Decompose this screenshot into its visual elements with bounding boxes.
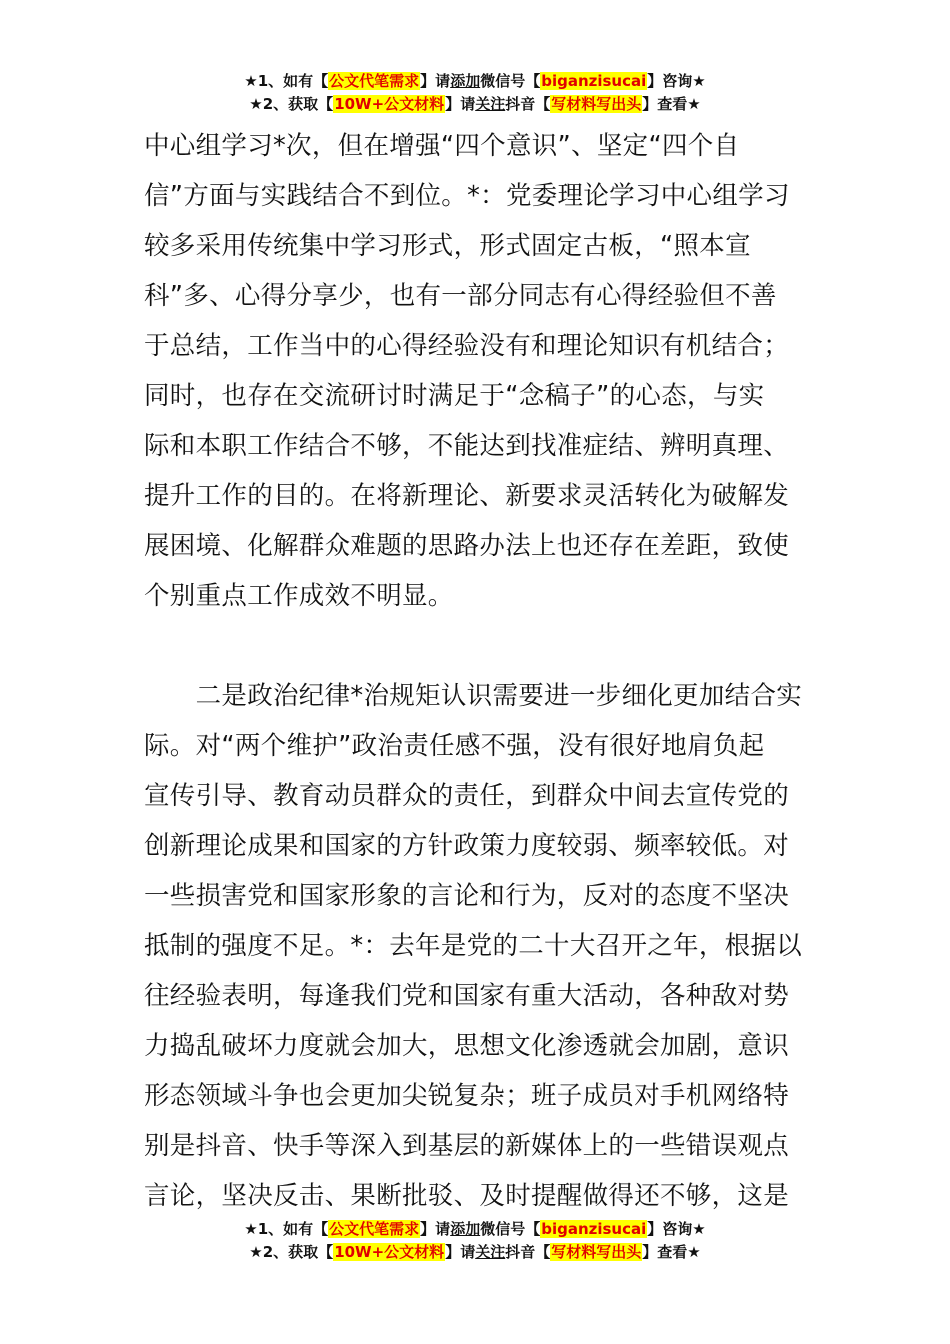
wechat-id: biganzisucai bbox=[541, 1220, 647, 1238]
text-line: 一些损害党和国家形象的言论和行为，反对的态度不坚决 bbox=[144, 881, 790, 911]
text-line: 往经验表明，每逢我们党和国家有重大活动，各种敌对势 bbox=[144, 981, 790, 1011]
highlight-text: 公文代笔需求 bbox=[329, 72, 420, 90]
text-line: 展困境、化解群众难题的思路办法上也还存在差距，致使 bbox=[144, 531, 790, 561]
wechat-id: biganzisucai bbox=[541, 72, 647, 90]
text-line: 形态领域斗争也会更加尖锐复杂；班子成员对手机网络特 bbox=[144, 1081, 790, 1111]
text-line: 同时，也存在交流研讨时满足于“念稿子”的心态，与实 bbox=[144, 381, 765, 411]
banner-line-2: ★2、获取【10W+公文材料】请关注抖音【写材料写出头】查看★ bbox=[249, 1243, 701, 1261]
text-line: 言论，坚决反击、果断批驳、及时提醒做得还不够，这是 bbox=[144, 1181, 790, 1211]
text-line: 际。对“两个维护”政治责任感不强，没有很好地肩负起 bbox=[144, 731, 765, 761]
text-line: 科”多、心得分享少，也有一部分同志有心得经验但不善 bbox=[144, 281, 777, 311]
douyin-account: 写材料写出头 bbox=[551, 95, 642, 113]
highlight-text: 10W+公文材料 bbox=[334, 1243, 445, 1261]
text-line: 较多采用传统集中学习形式，形式固定古板，“照本宣 bbox=[144, 231, 751, 261]
highlight-text: 10W+公文材料 bbox=[334, 95, 445, 113]
text-line: 中心组学习*次，但在增强“四个意识”、坚定“四个自 bbox=[144, 131, 740, 161]
text-line: 于总结，工作当中的心得经验没有和理论知识有机结合； bbox=[144, 331, 790, 361]
highlight-text: 公文代笔需求 bbox=[329, 1220, 420, 1238]
document-body bbox=[144, 121, 810, 1221]
douyin-account: 写材料写出头 bbox=[551, 1243, 642, 1261]
banner-line-1: ★1、如有【公文代笔需求】请添加微信号【biganzisucai】咨询★ bbox=[244, 1220, 706, 1238]
banner-line-2: ★2、获取【10W+公文材料】请关注抖音【写材料写出头】查看★ bbox=[249, 95, 701, 113]
text-line: 个别重点工作成效不明显。 bbox=[144, 581, 454, 611]
text-line: 力捣乱破坏力度就会加大，思想文化渗透就会加剧，意识 bbox=[144, 1031, 790, 1061]
text-line: 信”方面与实践结合不到位。*：党委理论学习中心组学习 bbox=[144, 181, 790, 211]
header-banner bbox=[0, 70, 950, 116]
paragraph-2 bbox=[144, 671, 810, 1221]
text-line: 抵制的强度不足。*：去年是党的二十大召开之年，根据以 bbox=[144, 931, 803, 961]
text-line: 创新理论成果和国家的方针政策力度较弱、频率较低。对 bbox=[144, 831, 790, 861]
text-line: 宣传引导、教育动员群众的责任，到群众中间去宣传党的 bbox=[144, 781, 790, 811]
text-line: 别是抖音、快手等深入到基层的新媒体上的一些错误观点 bbox=[144, 1131, 790, 1161]
text-line: 际和本职工作结合不够，不能达到找准症结、辨明真理、 bbox=[144, 431, 790, 461]
text-line: 提升工作的目的。在将新理论、新要求灵活转化为破解发 bbox=[144, 481, 790, 511]
footer-banner bbox=[0, 1218, 950, 1264]
paragraph-1 bbox=[144, 121, 810, 621]
paragraph-gap bbox=[144, 621, 810, 671]
text-line: 二是政治纪律*治规矩认识需要进一步细化更加结合实 bbox=[144, 681, 803, 711]
banner-line-1: ★1、如有【公文代笔需求】请添加微信号【biganzisucai】咨询★ bbox=[244, 72, 706, 90]
